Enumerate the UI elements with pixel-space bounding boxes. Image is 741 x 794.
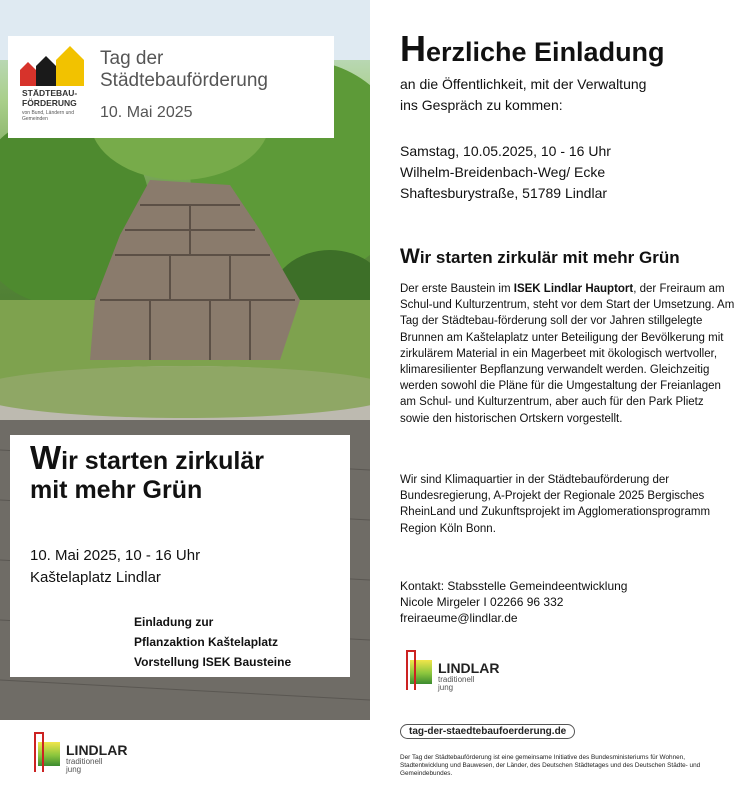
event-headline: [30, 439, 340, 505]
isek-highlight: ISEK Lindlar Hauptort: [513, 283, 634, 295]
event-details-city: Shaftesburystraße, 51789 Lindlar: [400, 185, 608, 201]
logo-wordmark: [22, 88, 77, 108]
red-house-shape: [20, 62, 36, 86]
lindlar-logo-tagline: [438, 676, 474, 692]
campaign-title-line2: Städtebauförderung: [100, 70, 268, 91]
lindlar-logo-name: LINDLAR: [66, 742, 128, 758]
black-house-shape: [36, 56, 56, 86]
invitation-title-initial: H: [400, 28, 426, 69]
lindlar-logo-tagline-line1: traditionell: [438, 675, 475, 684]
invitation-subtitle: [400, 74, 646, 116]
logo-wordmark-line2: FÖRDERUNG: [22, 98, 77, 108]
lindlar-logo-tagline: [66, 758, 102, 774]
lindlar-logo-tagline-line2: jung: [66, 765, 82, 774]
description-text-after: , der Freiraum am Schul-und Kulturzentrum, steht vor dem Start der Umsetzung. Am Tag der Städtebau-förderung soll der vor Jahren stillgelegte Brunnen am Kaštelaplatz unter Beteiligung der Bevölkerung mit zirkulärem Material in ein Magerbeet mit ökologisch wertvoller, klimaresilienter Bepflanzung verwandelt werden. Gleichzeitig werden sowohl die Pläne für die Umgestaltung der Freianlagen am Schul- und Kulturzentrum, aber auch für den Park Plietz sowie den historischen Ortskern vorgestellt.: [400, 283, 735, 425]
church-tower-icon: [34, 732, 44, 772]
logo-subline: von Bund, Ländern und Gemeinden: [22, 110, 74, 122]
invitation-subtitle-line1: an die Öffentlichkeit, mit der Verwaltung: [400, 76, 647, 92]
yellow-house-shape: [56, 46, 84, 86]
invitation-subtitle-line2: ins Gespräch zu kommen:: [400, 97, 563, 113]
event-invite-line: Pflanzaktion Kaštelaplatz: [134, 635, 279, 649]
section-heading: [400, 245, 680, 269]
lindlar-logo-tagline-line2: jung: [438, 683, 454, 692]
event-invite-line: Vorstellung ISEK Bausteine: [134, 655, 292, 669]
lindlar-logo-tagline-line1: traditionell: [66, 757, 103, 766]
event-headline-line2: mit mehr Grün: [30, 476, 203, 504]
event-invite-list: [134, 612, 291, 672]
description-paragraph: [400, 281, 735, 427]
contact-block: [400, 578, 627, 626]
section-heading-initial: W: [400, 245, 420, 268]
church-tower-icon: [406, 650, 416, 690]
event-date: 10. Mai 2025, 10 - 16 Uhr: [30, 547, 201, 564]
campaign-date: 10. Mai 2025: [100, 104, 193, 121]
contact-person-phone: Nicole Mirgeler I 02266 96 332: [400, 595, 564, 609]
lindlar-logo-right: [402, 648, 502, 696]
house-logo-icon: [18, 44, 84, 86]
logo-wordmark-line1: STÄDTEBAU-: [22, 88, 78, 98]
invitation-title: [400, 28, 665, 70]
campaign-title: [100, 48, 268, 92]
lindlar-logo: [30, 730, 130, 778]
footnote: Der Tag der Städtebauförderung ist eine gemeinsame Initiative des Bundesministeriums für Wohnen, Stadtentwicklung und Bauwesen, der Länder, des Deutschen Städtetages und des Deutschen Städte- und Gemeindebundes.: [400, 754, 701, 777]
invitation-title-rest: erzliche Einladung: [426, 37, 665, 67]
event-place: Kaštelaplatz Lindlar: [30, 569, 161, 586]
event-details-datetime: Samstag, 10.05.2025, 10 - 16 Uhr: [400, 143, 611, 159]
event-details: [400, 141, 611, 204]
campaign-url-link[interactable]: tag-der-staedtebaufoerderung.de: [400, 724, 575, 739]
event-invite-line: Einladung zur: [134, 615, 214, 629]
section-heading-rest: ir starten zirkulär mit mehr Grün: [419, 248, 680, 267]
event-details-street: Wilhelm-Breidenbach-Weg/ Ecke: [400, 164, 606, 180]
description-text-before: Der erste Baustein im: [400, 283, 514, 295]
event-headline-line1: ir starten zirkulär: [61, 447, 265, 475]
climate-quarter-paragraph: Wir sind Klimaquartier in der Städtebauförderung der Bundesregierung, A-Projekt der Regionale 2025 Bergisches RheinLand und Zukunftsprojekt im Agglomerationsprogramm Region Köln Bonn.: [400, 474, 711, 535]
event-headline-initial: W: [30, 439, 62, 476]
campaign-title-line1: Tag der: [100, 48, 164, 69]
contact-email[interactable]: freiraeume@lindlar.de: [400, 611, 518, 625]
lindlar-logo-name: LINDLAR: [438, 660, 500, 676]
contact-department: Kontakt: Stabsstelle Gemeindeentwicklung: [400, 579, 628, 593]
